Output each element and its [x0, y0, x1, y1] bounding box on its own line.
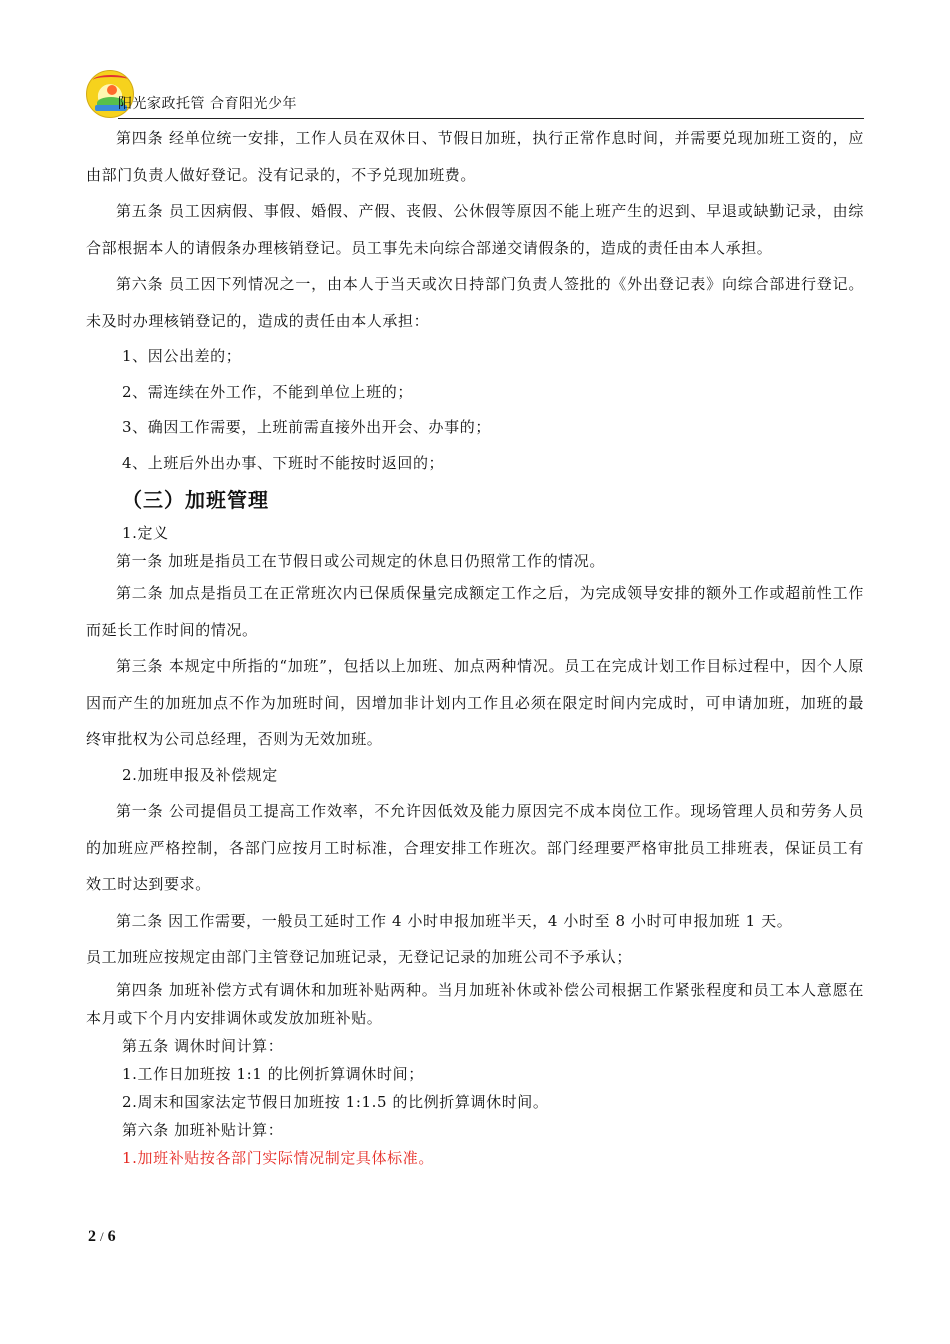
- page-current: 2: [88, 1228, 96, 1245]
- header-title: 阳光家政托管 合育阳光少年: [118, 96, 297, 112]
- subheading-apply: 2.加班申报及补偿规定: [122, 765, 278, 784]
- page-total: 6: [107, 1228, 116, 1245]
- calc-rule-2: 2.周末和国家法定节假日加班按 1:1.5 的比例折算调休时间。: [122, 1092, 549, 1111]
- document-body: [86, 120, 864, 1172]
- list-item: 2、需连续在外工作，不能到单位上班的；: [122, 382, 413, 401]
- apply-article-2: 第二条 因工作需要，一般员工延时工作 4 小时申报加班半天，4 小时至 8 小时可申报加班 1 天。: [116, 911, 793, 930]
- list-item: 3、确因工作需要，上班前需直接外出开会、办事的；: [122, 418, 491, 436]
- apply-article-2-cont: 员工加班应按规定由部门主管登记加班记录，无登记记录的加班公司不予承认；: [86, 948, 633, 966]
- logo-sun: [107, 85, 117, 95]
- logo-ring: [93, 75, 129, 85]
- apply-article-4: 第四条 加班补偿方式有调休和加班补贴两种。当月加班补休或补偿公司根据工作紧张程度和员工本人意愿在本月或下个月内安排调休或发放加班补贴。: [86, 980, 864, 1027]
- page-separator: /: [100, 1229, 104, 1244]
- section-heading: （三）加班管理: [122, 488, 269, 512]
- definition-1: 第一条 加班是指员工在节假日或公司规定的休息日仍照常工作的情况。: [116, 552, 605, 570]
- list-item: 4、上班后外出办事、下班时不能按时返回的；: [122, 453, 445, 472]
- article-4: 第四条 经单位统一安排，工作人员在双休日、节假日加班，执行正常作息时间，并需要兑现加班工资的，应由部门负责人做好登记。没有记录的，不予兑现加班费。: [86, 129, 864, 184]
- definition-3: 第三条 本规定中所指的“加班”，包括以上加班、加点两种情况。员工在完成计划工作目标过程中，因个人原因而产生的加班加点不作为加班时间，因增加非计划内工作且必须在限定时间内完成时，可申请加班，加班的最终审批权为公司总经理，否则为无效加班。: [86, 657, 864, 748]
- page-number: [88, 1226, 116, 1248]
- definition-2: 第二条 加点是指员工在正常班次内已保质保量完成额定工作之后，为完成领导安排的额外工作或超前性工作而延长工作时间的情况。: [86, 584, 864, 639]
- article-5: 第五条 员工因病假、事假、婚假、产假、丧假、公休假等原因不能上班产生的迟到、早退或缺勤记录，由综合部根据本人的请假条办理核销登记。员工事先未向综合部递交请假条的，造成的责任由本人承担。: [86, 202, 864, 257]
- calc-rule-1: 1.工作日加班按 1:1 的比例折算调休时间；: [122, 1064, 424, 1083]
- page-header: [86, 66, 864, 120]
- header-divider: [118, 118, 864, 119]
- article-6: 第六条 员工因下列情况之一，由本人于当天或次日持部门负责人签批的《外出登记表》向综合部进行登记。未及时办理核销登记的，造成的责任由本人承担：: [86, 275, 864, 330]
- apply-article-6: 第六条 加班补贴计算：: [122, 1120, 284, 1139]
- subheading-definition: 1.定义: [122, 524, 169, 542]
- allowance-rule-1: 1.加班补贴按各部门实际情况制定具体标准。: [122, 1148, 434, 1167]
- apply-article-5: 第五条 调休时间计算：: [122, 1036, 284, 1055]
- apply-article-1: 第一条 公司提倡员工提高工作效率，不允许因低效及能力原因完不成本岗位工作。现场管理人员和劳务人员的加班应严格控制，各部门应按月工时标准，合理安排工作班次。部门经理要严格审批员工排班表，保证员工有效工时达到要求。: [86, 802, 864, 893]
- list-item: 1、因公出差的；: [122, 347, 242, 365]
